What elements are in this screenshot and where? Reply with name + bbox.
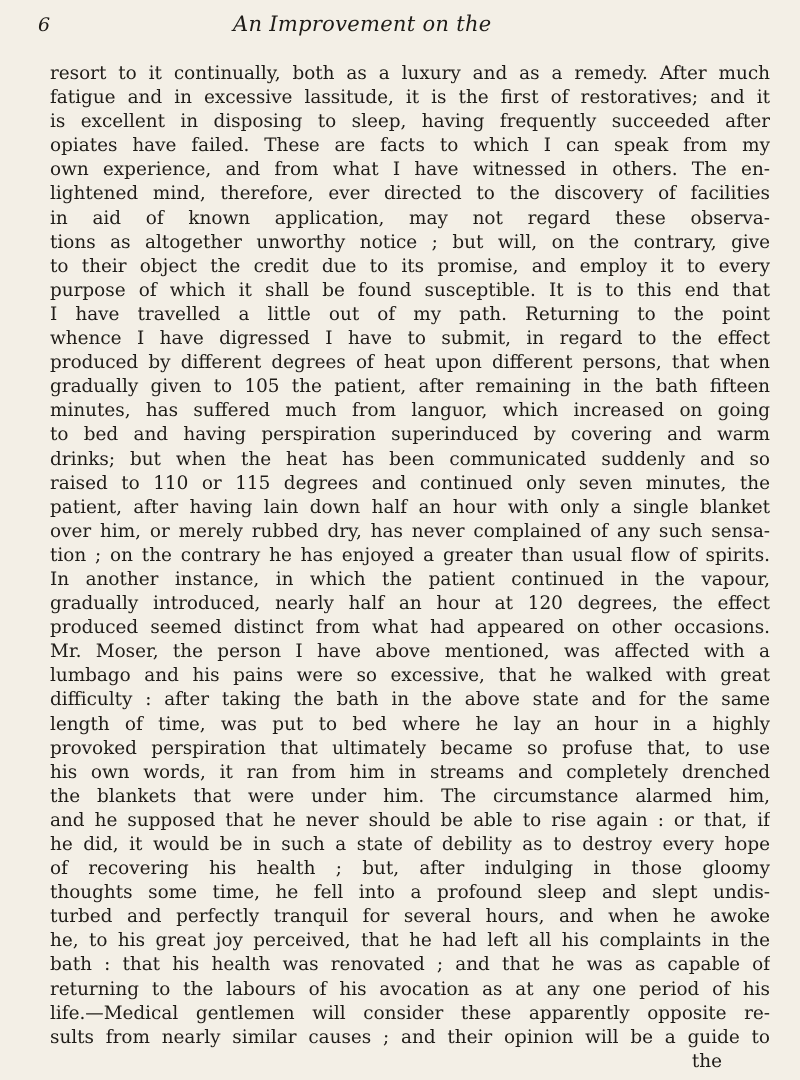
text-line: gradually introduced, nearly half an hour at 120 degrees, the effect — [50, 593, 770, 615]
text-line: purpose of which it shall be found susceptible. It is to this end that — [50, 279, 770, 301]
text-line: to bed and having perspiration superinduced by covering and warm — [50, 424, 770, 446]
text-line: raised to 110 or 115 degrees and continued only seven minutes, the — [50, 472, 770, 494]
text-line: to their object the credit due to its promise, and employ it to every — [50, 255, 770, 277]
text-line: the blankets that were under him. The circumstance alarmed him, — [50, 785, 770, 807]
running-head: An Improvement on the — [233, 12, 492, 36]
text-line: he, to his great joy perceived, that he had left all his complaints in the — [50, 930, 770, 952]
text-line: resort to it continually, both as a luxury and as a remedy. After much — [50, 63, 770, 84]
text-line: tions as altogether unworthy notice ; but will, on the contrary, give — [50, 231, 770, 253]
text-line: lightened mind, therefore, ever directed to the discovery of facilities — [50, 183, 770, 205]
text-line: gradually given to 105 the patient, after remaining in the bath fifteen — [50, 376, 770, 398]
text-line: bath : that his health was renovated ; and that he was as capable of — [50, 954, 770, 976]
text-line: patient, after having lain down half an hour with only a single blanket — [50, 496, 770, 518]
text-line: opiates have failed. These are facts to which I can speak from my — [50, 135, 770, 157]
catchword: the — [691, 1050, 722, 1072]
text-line: difficulty : after taking the bath in the above state and for the same — [50, 689, 770, 711]
text-line: fatigue and in excessive lassitude, it is the first of restoratives; and it — [50, 87, 770, 109]
text-line: In another instance, in which the patient continued in the vapour, — [50, 568, 770, 590]
text-line: thoughts some time, he fell into a profound sleep and slept undis- — [50, 882, 770, 904]
text-line: provoked perspiration that ultimately became so profuse that, to use — [50, 737, 770, 759]
text-line: produced by different degrees of heat upon different persons, that when — [50, 352, 770, 374]
text-line: length of time, was put to bed where he lay an hour in a highly — [50, 713, 770, 735]
text-line: life.—Medical gentlemen will consider these apparently opposite re- — [50, 1002, 770, 1024]
page-header — [38, 12, 738, 44]
text-line: own experience, and from what I have witnessed in others. The en- — [50, 159, 770, 181]
body-paragraph — [50, 62, 770, 1074]
text-line: minutes, has suffered much from languor, which increased on going — [50, 400, 770, 422]
text-line: lumbago and his pains were so excessive, that he walked with great — [50, 665, 770, 687]
text-line: Mr. Moser, the person I have above mentioned, was affected with a — [50, 641, 770, 663]
text-line: he did, it would be in such a state of debility as to destroy every hope — [50, 834, 770, 855]
text-line: and he supposed that he never should be able to rise again : or that, if — [50, 809, 770, 831]
text-line: turbed and perfectly tranquil for several hours, and when he awoke — [50, 906, 770, 928]
page-number: 6 — [38, 14, 51, 36]
text-line: tion ; on the contrary he has enjoyed a greater than usual flow of spirits. — [50, 544, 770, 566]
text-line: sults from nearly similar causes ; and their opinion will be a guide to — [50, 1026, 770, 1048]
text-line: I have travelled a little out of my path. Returning to the point — [50, 303, 770, 325]
text-line: of recovering his health ; but, after indulging in those gloomy — [50, 858, 770, 880]
text-line: produced seemed distinct from what had appeared on other occasions. — [50, 617, 770, 639]
text-line: is excellent in disposing to sleep, having frequently succeeded after — [50, 111, 770, 133]
text-line: drinks; but when the heat has been communicated suddenly and so — [50, 448, 770, 470]
text-line: his own words, it ran from him in streams and completely drenched — [50, 761, 770, 783]
text-line: returning to the labours of his avocation as at any one period of his — [50, 978, 770, 1000]
text-line: in aid of known application, may not regard these observa- — [50, 207, 770, 229]
text-line: over him, or merely rubbed dry, has never complained of any such sensa- — [50, 520, 770, 542]
text-line: whence I have digressed I have to submit, in regard to the effect — [50, 328, 770, 350]
